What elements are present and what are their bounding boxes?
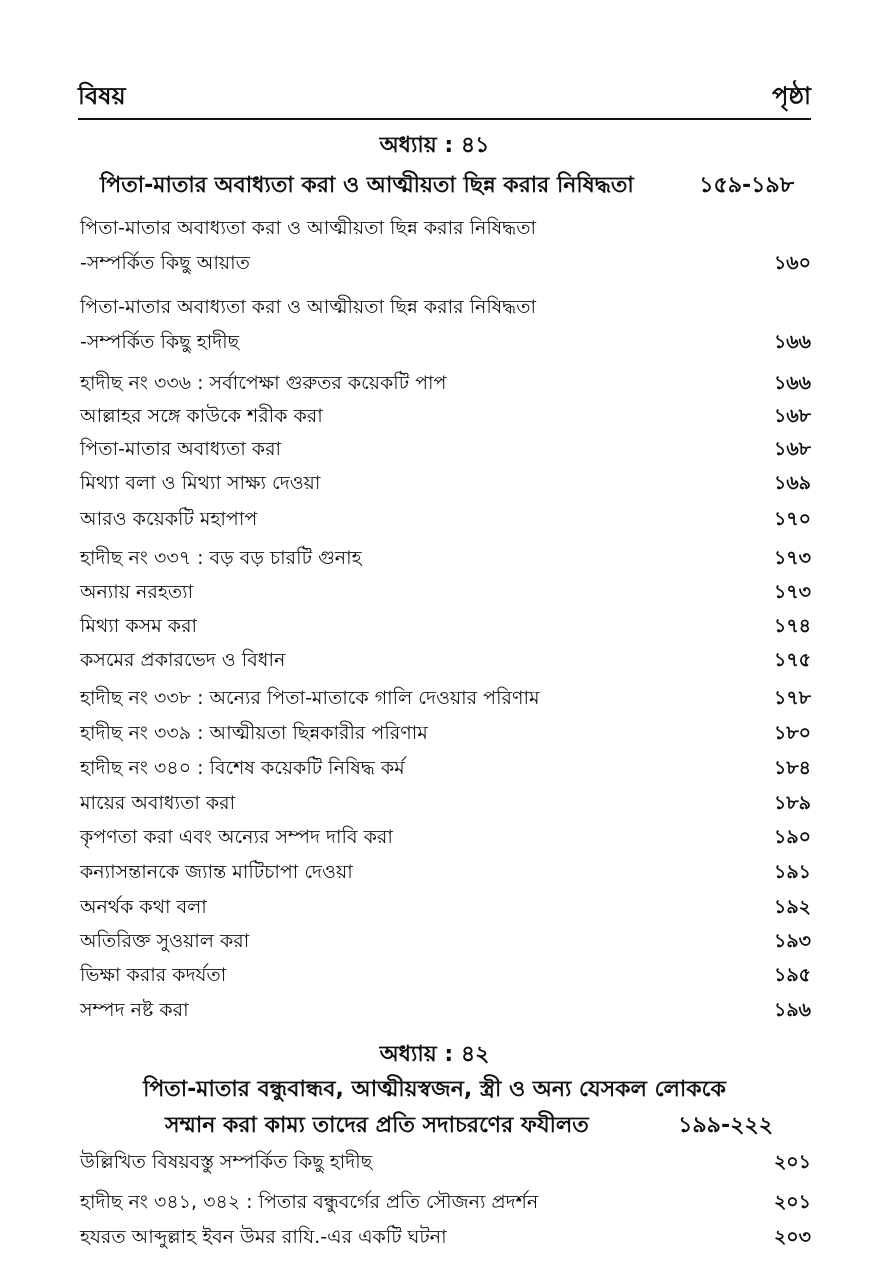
toc-entry-page: ১৯৩ (773, 930, 811, 952)
toc-entry-page: ২০১ (773, 1151, 811, 1173)
toc-entry: অতিরিক্ত সুওয়াল করা (80, 930, 250, 952)
chapter-41-title: পিতা-মাতার অবাধ্যতা করা ও আত্মীয়তা ছিন্ন করার নিষিদ্ধতা (100, 173, 634, 198)
toc-entry-page: ১৬০ (773, 252, 811, 274)
chapter-41-page-range: ১৫৯-১৯৮ (699, 173, 794, 198)
toc-entry: কন্যাসন্তানকে জ্যান্ত মাটিচাপা দেওয়া (80, 861, 353, 883)
toc-entry: উল্লিখিত বিষয়বস্তু সম্পর্কিত কিছু হাদীছ (80, 1151, 373, 1173)
chapter-42-title-line1: পিতা-মাতার বন্ধুবান্ধব, আত্মীয়স্বজন, স্ত্রী ও অন্য যেসকল লোককে (143, 1077, 726, 1102)
toc-entry: পিতা-মাতার অবাধ্যতা করা (80, 438, 282, 460)
toc-entry-page: ১৭৫ (773, 649, 811, 671)
toc-entry-page: ১৬৮ (773, 405, 811, 427)
toc-entry-page: ১৯৬ (773, 999, 811, 1021)
toc-entry: মিথ্যা কসম করা (80, 615, 198, 637)
toc-entry-page: ১৭৮ (773, 687, 811, 709)
toc-entry-page: ১৯১ (774, 861, 811, 883)
page-column-heading: পৃষ্ঠা (772, 82, 811, 110)
toc-entry-page: ১৯০ (773, 826, 811, 848)
toc-entry-page: ১৬৬ (773, 372, 811, 394)
toc-entry-page: ২০৩ (773, 1226, 811, 1248)
toc-entry: মায়ের অবাধ্যতা করা (80, 792, 236, 814)
toc-entry-page: ১৬৯ (773, 472, 811, 494)
toc-entry-page: ১৬৬ (773, 331, 811, 353)
toc-entry: অনর্থক কথা বলা (80, 896, 207, 918)
toc-entry-line2: -সম্পর্কিত কিছু হাদীছ (80, 331, 240, 353)
toc-entry: হাদীছ নং ৩৩৭ : বড় বড় চারটি গুনাহ (80, 547, 362, 569)
toc-entry-page: ১৮৪ (774, 757, 811, 779)
toc-entry: হাদীছ নং ৩৪০ : বিশেষ কয়েকটি নিষিদ্ধ কর্ম (80, 757, 405, 779)
toc-entry: হযরত আব্দুল্লাহ ইবন উমর রাযি.-এর একটি ঘটনা (80, 1226, 447, 1248)
toc-entry-page: ১৮৯ (774, 792, 811, 814)
toc-entry: হাদীছ নং ৩৩৮ : অন্যের পিতা-মাতাকে গালি দেওয়ার পরিণাম (80, 687, 540, 709)
toc-entry: কসমের প্রকারভেদ ও বিধান (80, 649, 286, 671)
chapter-42-page-range: ১৯৯-২২২ (678, 1113, 773, 1138)
toc-entry-page: ১৭৪ (773, 615, 811, 637)
toc-entry-page: ১৯২ (773, 896, 811, 918)
toc-entry: সম্পদ নষ্ট করা (80, 999, 189, 1021)
toc-entry: কৃপণতা করা এবং অন্যের সম্পদ দাবি করা (80, 826, 393, 848)
toc-entry: ভিক্ষা করার কদর্যতা (80, 964, 227, 986)
toc-entry: আল্লাহর সঙ্গে কাউকে শরীক করা (80, 405, 323, 427)
toc-entry: হাদীছ নং ৩৩৯ : আত্মীয়তা ছিন্নকারীর পরিণাম (80, 722, 428, 744)
chapter-41-label: অধ্যায় : ৪১ (379, 133, 490, 158)
header-divider (78, 118, 811, 120)
chapter-42-label: অধ্যায় : ৪২ (379, 1042, 490, 1067)
toc-entry-page: ১৭০ (773, 508, 811, 530)
toc-entry: মিথ্যা বলা ও মিথ্যা সাক্ষ্য দেওয়া (80, 472, 321, 494)
subject-column-heading: বিষয় (78, 82, 126, 110)
toc-entry: হাদীছ নং ৩৪১, ৩৪২ : পিতার বন্ধুবর্গের প্রতি সৌজন্য প্রদর্শন (80, 1191, 539, 1213)
toc-entry-page: ২০১ (773, 1191, 811, 1213)
toc-entry-line1: পিতা-মাতার অবাধ্যতা করা ও আত্মীয়তা ছিন্ন করার নিষিদ্ধতা (80, 296, 536, 318)
toc-entry-page: ১৯৫ (774, 964, 811, 986)
toc-entry: অন্যায় নরহত্যা (80, 581, 194, 603)
toc-entry: আরও কয়েকটি মহাপাপ (80, 508, 258, 530)
toc-entry-line2: -সম্পর্কিত কিছু আয়াত (80, 252, 250, 274)
toc-entry: হাদীছ নং ৩৩৬ : সর্বাপেক্ষা গুরুতর কয়েকটি পাপ (80, 372, 447, 394)
toc-entry-page: ১৭৩ (773, 547, 811, 569)
column-header (78, 78, 811, 114)
toc-entry-page: ১৮০ (773, 722, 811, 744)
toc-entry-page: ১৬৮ (773, 438, 811, 460)
chapter-42-title-line2: সম্মান করা কাম্য তাদের প্রতি সদাচরণের ফযীলত (165, 1113, 589, 1138)
toc-entry-page: ১৭৩ (773, 581, 811, 603)
toc-entry-line1: পিতা-মাতার অবাধ্যতা করা ও আত্মীয়তা ছিন্ন করার নিষিদ্ধতা (80, 217, 536, 239)
